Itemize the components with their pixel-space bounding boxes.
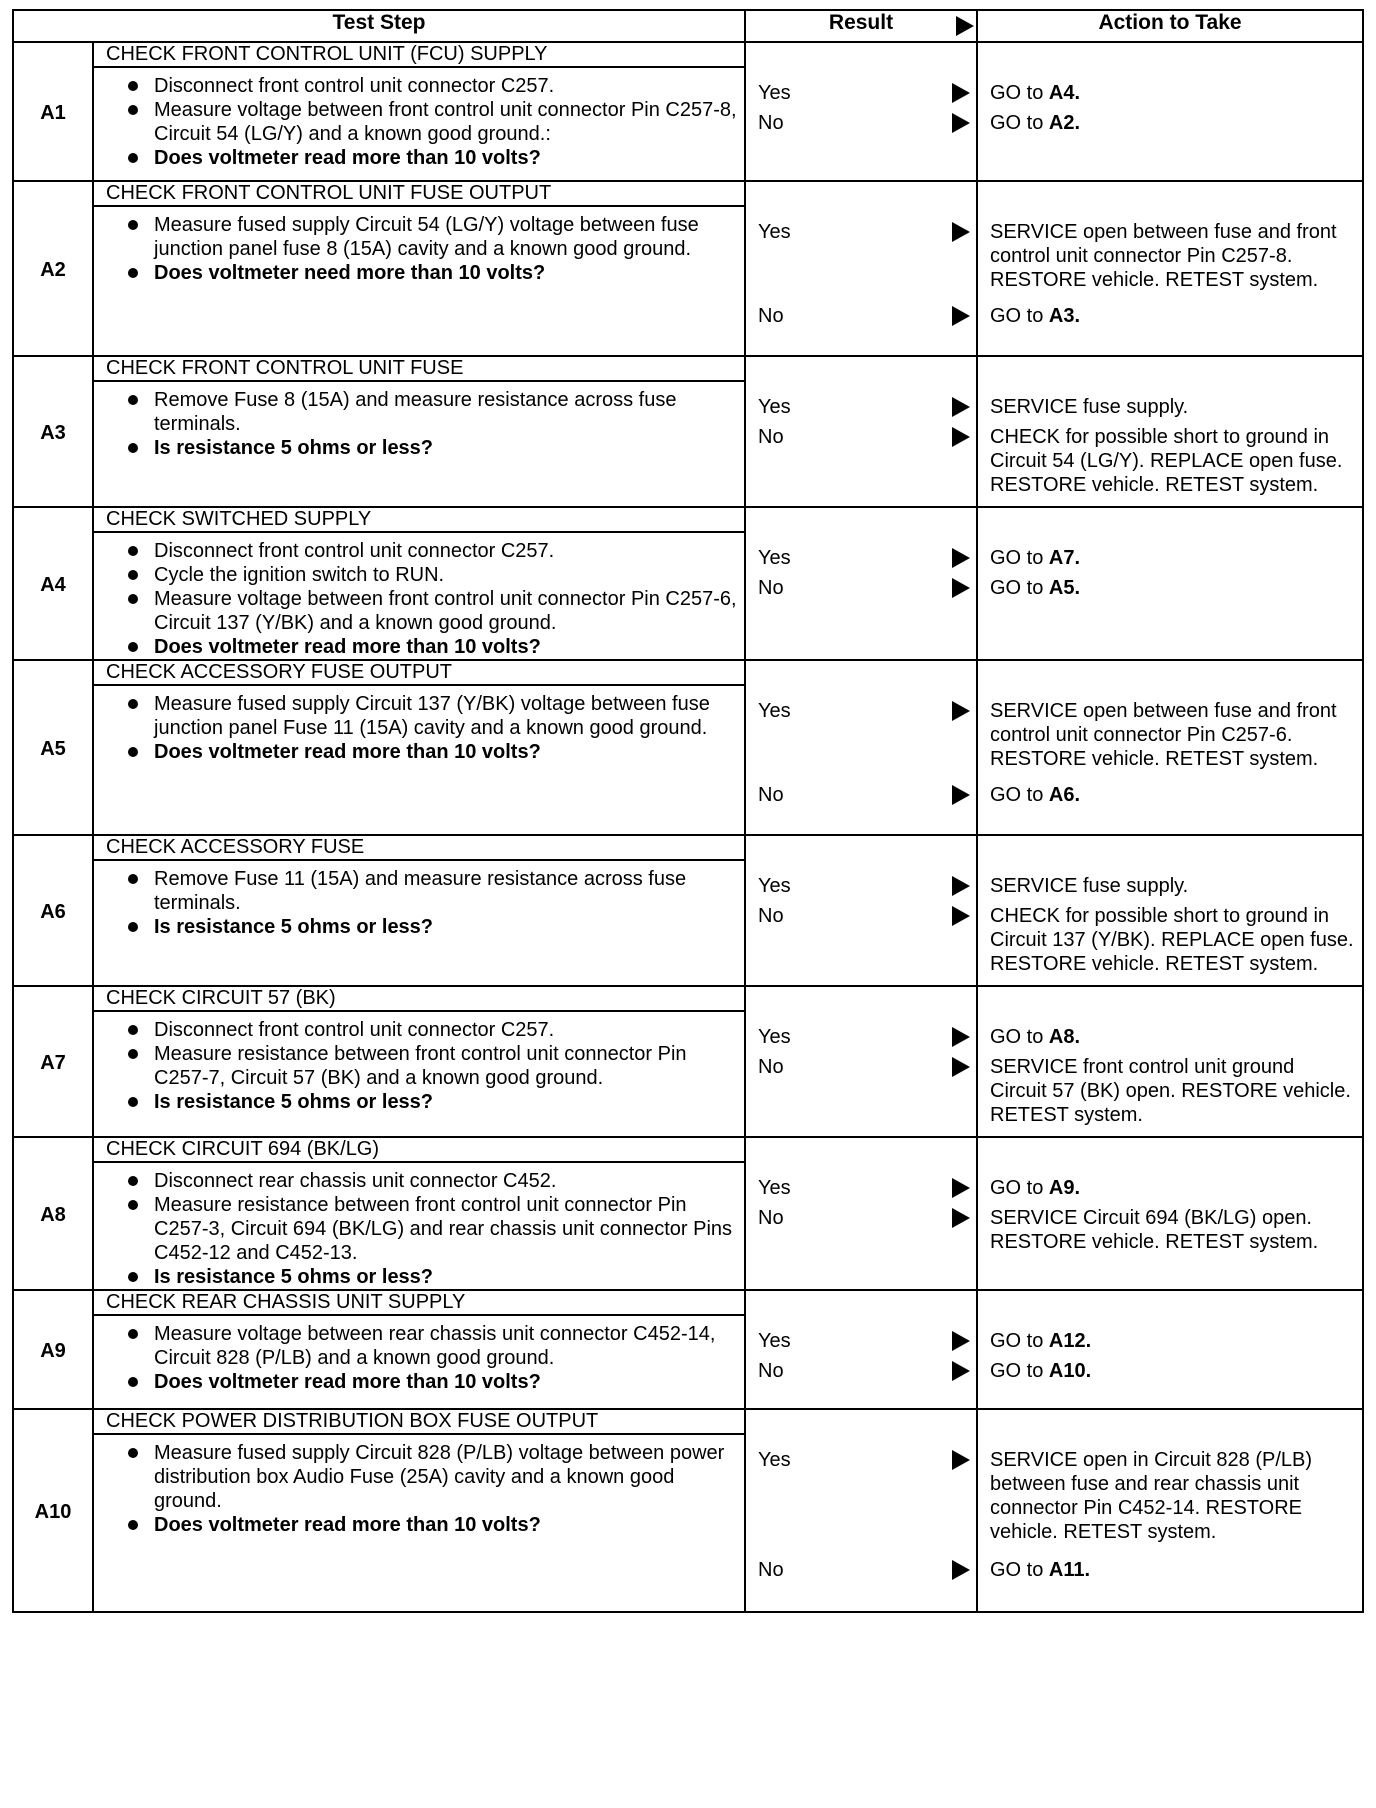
action-text (990, 425, 1354, 497)
action-text (990, 783, 1354, 807)
action-text-part: GO to (990, 1360, 1049, 1382)
result-cell (745, 1137, 977, 1290)
step-procedure (93, 1011, 745, 1137)
action-text (990, 1176, 1354, 1200)
arrow-right-icon (952, 1027, 970, 1047)
step-title-row (13, 42, 1363, 67)
action-cell (977, 660, 1363, 835)
result-no (758, 1055, 972, 1079)
arrow-right-icon (952, 1057, 970, 1077)
result-yes (758, 220, 972, 244)
arrow-right-icon (952, 306, 970, 326)
action-text (990, 395, 1354, 419)
action-header: Action to Take (977, 10, 1363, 42)
procedure-question: Is resistance 5 ohms or less? (124, 1090, 744, 1114)
action-text-part: SERVICE open between fuse and front control unit connector Pin C257-8. RESTORE vehicle. RETEST system. (990, 221, 1337, 291)
action-text-part: CHECK for possible short to ground in Circuit 137 (Y/BK). REPLACE open fuse. RESTORE vehicle. RETEST system. (990, 905, 1354, 975)
procedure-list (94, 388, 744, 460)
procedure-list (94, 213, 744, 285)
action-text-part: SERVICE front control unit ground Circuit 57 (BK) open. RESTORE vehicle. RETEST system. (990, 1056, 1351, 1126)
procedure-item: Remove Fuse 11 (15A) and measure resistance across fuse terminals. (124, 867, 744, 915)
result-yes (758, 395, 972, 419)
pinpoint-test-table (12, 9, 1364, 1613)
arrow-right-icon (952, 1560, 970, 1580)
procedure-item: Measure voltage between front control unit connector Pin C257-6, Circuit 137 (Y/BK) and a known good ground. (124, 587, 744, 635)
procedure-item: Measure resistance between front control unit connector Pin C257-7, Circuit 57 (BK) and a known good ground. (124, 1042, 744, 1090)
result-label: No (758, 1056, 784, 1078)
procedure-item: Measure fused supply Circuit 137 (Y/BK) voltage between fuse junction panel Fuse 11 (15A) cavity and a known good ground. (124, 692, 744, 740)
action-text-part: GO to (990, 1330, 1049, 1352)
step-id: A1 (13, 42, 93, 181)
action-text-part: SERVICE fuse supply. (990, 396, 1189, 418)
result-label: Yes (758, 547, 791, 569)
step-procedure (93, 1315, 745, 1409)
action-step-ref: A7. (1048, 547, 1081, 569)
action-text-part: CHECK for possible short to ground in Circuit 54 (LG/Y). REPLACE open fuse. RESTORE vehicle. RETEST system. (990, 426, 1343, 496)
result-no (758, 1359, 972, 1383)
step-procedure (93, 1162, 745, 1290)
procedure-question: Does voltmeter need more than 10 volts? (124, 261, 744, 285)
result-yes (758, 699, 972, 723)
result-no (758, 783, 972, 807)
result-yes (758, 546, 972, 570)
arrow-right-icon (956, 16, 974, 36)
action-text-part: GO to (990, 82, 1049, 104)
step-id: A6 (13, 835, 93, 986)
result-cell (745, 507, 977, 660)
procedure-item: Disconnect front control unit connector C257. (124, 74, 744, 98)
step-title: CHECK CIRCUIT 57 (BK) (93, 986, 745, 1011)
result-no (758, 304, 972, 328)
action-text-part: GO to (990, 547, 1049, 569)
result-header-label: Result (828, 11, 894, 34)
result-label: Yes (758, 1177, 791, 1199)
action-text (990, 111, 1354, 135)
step-id: A2 (13, 181, 93, 356)
action-text-part: SERVICE open between fuse and front control unit connector Pin C257-6. RESTORE vehicle. RETEST system. (990, 700, 1337, 770)
arrow-right-icon (952, 1178, 970, 1198)
action-text (990, 81, 1354, 105)
result-label: Yes (758, 1026, 791, 1048)
step-id: A8 (13, 1137, 93, 1290)
action-cell (977, 181, 1363, 356)
action-cell (977, 1137, 1363, 1290)
action-text-part: GO to (990, 577, 1049, 599)
step-title: CHECK FRONT CONTROL UNIT FUSE (93, 356, 745, 381)
result-label: No (758, 1360, 784, 1382)
action-text (990, 699, 1354, 771)
result-cell (745, 181, 977, 356)
result-no (758, 1206, 972, 1230)
result-label: Yes (758, 700, 791, 722)
action-cell (977, 1409, 1363, 1612)
step-procedure (93, 381, 745, 507)
step-procedure (93, 67, 745, 181)
step-id: A7 (13, 986, 93, 1137)
step-title-row (13, 1137, 1363, 1162)
step-title: CHECK CIRCUIT 694 (BK/LG) (93, 1137, 745, 1162)
action-text (990, 1329, 1354, 1353)
arrow-right-icon (952, 427, 970, 447)
procedure-item: Remove Fuse 8 (15A) and measure resistance across fuse terminals. (124, 388, 744, 436)
procedure-question: Does voltmeter read more than 10 volts? (124, 1370, 744, 1394)
action-cell (977, 1290, 1363, 1409)
action-text (990, 1359, 1354, 1383)
procedure-list (94, 692, 744, 764)
arrow-right-icon (952, 83, 970, 103)
result-label: No (758, 784, 784, 806)
result-cell (745, 660, 977, 835)
step-title: CHECK ACCESSORY FUSE OUTPUT (93, 660, 745, 685)
action-step-ref: A9. (1048, 1177, 1081, 1199)
procedure-item: Measure voltage between rear chassis unit connector C452-14, Circuit 828 (P/LB) and a known good ground. (124, 1322, 744, 1370)
procedure-item: Measure voltage between front control unit connector Pin C257-8, Circuit 54 (LG/Y) and a known good ground.: (124, 98, 744, 146)
action-text-part: GO to (990, 112, 1049, 134)
procedure-question: Does voltmeter read more than 10 volts? (124, 740, 744, 764)
result-no (758, 576, 972, 600)
result-cell (745, 1409, 977, 1612)
result-label: No (758, 1207, 784, 1229)
step-title-row (13, 986, 1363, 1011)
result-cell (745, 835, 977, 986)
action-text-part: GO to (990, 784, 1049, 806)
test-step-header: Test Step (13, 10, 745, 42)
result-no (758, 1558, 972, 1582)
result-label: Yes (758, 1449, 791, 1471)
step-title: CHECK POWER DISTRIBUTION BOX FUSE OUTPUT (93, 1409, 745, 1434)
result-label: No (758, 905, 784, 927)
result-label: No (758, 112, 784, 134)
arrow-right-icon (952, 548, 970, 568)
result-yes (758, 1329, 972, 1353)
result-yes (758, 1176, 972, 1200)
procedure-item: Disconnect rear chassis unit connector C452. (124, 1169, 744, 1193)
step-title: CHECK FRONT CONTROL UNIT FUSE OUTPUT (93, 181, 745, 206)
result-label: Yes (758, 1330, 791, 1352)
action-text-part: SERVICE fuse supply. (990, 875, 1189, 897)
arrow-right-icon (952, 785, 970, 805)
step-title-row (13, 356, 1363, 381)
procedure-question: Does voltmeter read more than 10 volts? (124, 635, 744, 659)
procedure-question: Is resistance 5 ohms or less? (124, 915, 744, 939)
procedure-item: Measure fused supply Circuit 54 (LG/Y) voltage between fuse junction panel fuse 8 (15A) cavity and a known good ground. (124, 213, 744, 261)
arrow-right-icon (952, 1208, 970, 1228)
action-cell (977, 986, 1363, 1137)
table-header-row (13, 10, 1363, 42)
procedure-list (94, 867, 744, 939)
procedure-list (94, 539, 744, 659)
result-no (758, 425, 972, 449)
action-step-ref: A4. (1048, 82, 1081, 104)
procedure-list (94, 74, 744, 170)
result-label: No (758, 426, 784, 448)
procedure-question: Is resistance 5 ohms or less? (124, 1265, 744, 1289)
procedure-list (94, 1018, 744, 1114)
result-label: Yes (758, 221, 791, 243)
procedure-question: Is resistance 5 ohms or less? (124, 436, 744, 460)
action-text (990, 1558, 1354, 1582)
action-text-part: GO to (990, 1559, 1049, 1581)
action-text (990, 874, 1354, 898)
arrow-right-icon (952, 113, 970, 133)
procedure-item: Disconnect front control unit connector C257. (124, 1018, 744, 1042)
action-text-part: SERVICE Circuit 694 (BK/LG) open. RESTORE vehicle. RETEST system. (990, 1207, 1319, 1253)
action-cell (977, 356, 1363, 507)
procedure-list (94, 1441, 744, 1537)
step-title-row (13, 660, 1363, 685)
action-step-ref: A3. (1048, 305, 1081, 327)
result-cell (745, 42, 977, 181)
arrow-right-icon (952, 1361, 970, 1381)
step-procedure (93, 1434, 745, 1612)
result-header (745, 10, 977, 42)
arrow-right-icon (952, 1450, 970, 1470)
action-step-ref: A11. (1048, 1559, 1091, 1581)
result-no (758, 111, 972, 135)
action-text (990, 546, 1354, 570)
result-label: Yes (758, 396, 791, 418)
step-title-row (13, 507, 1363, 532)
result-label: No (758, 305, 784, 327)
action-text (990, 1448, 1354, 1544)
action-text (990, 1025, 1354, 1049)
action-cell (977, 42, 1363, 181)
action-text (990, 304, 1354, 328)
action-step-ref: A5. (1048, 577, 1081, 599)
step-title-row (13, 835, 1363, 860)
procedure-item: Disconnect front control unit connector C257. (124, 539, 744, 563)
arrow-right-icon (952, 222, 970, 242)
procedure-list (94, 1322, 744, 1394)
result-cell (745, 1290, 977, 1409)
action-step-ref: A12. (1048, 1330, 1092, 1352)
result-yes (758, 1448, 972, 1472)
action-text (990, 220, 1354, 292)
action-text (990, 1055, 1354, 1127)
step-id: A9 (13, 1290, 93, 1409)
procedure-list (94, 1169, 744, 1289)
action-text (990, 576, 1354, 600)
action-text-part: SERVICE open in Circuit 828 (P/LB) between fuse and rear chassis unit connector Pin C452-14. RESTORE vehicle. RETEST system. (990, 1449, 1313, 1543)
action-cell (977, 835, 1363, 986)
step-title: CHECK FRONT CONTROL UNIT (FCU) SUPPLY (93, 42, 745, 67)
action-cell (977, 507, 1363, 660)
step-procedure (93, 206, 745, 356)
action-text-part: GO to (990, 305, 1049, 327)
result-label: No (758, 1559, 784, 1581)
result-cell (745, 986, 977, 1137)
result-yes (758, 874, 972, 898)
result-yes (758, 1025, 972, 1049)
action-text (990, 904, 1354, 976)
step-id: A10 (13, 1409, 93, 1612)
action-text (990, 1206, 1354, 1254)
step-title-row (13, 1409, 1363, 1434)
result-cell (745, 356, 977, 507)
action-step-ref: A8. (1048, 1026, 1081, 1048)
arrow-right-icon (952, 876, 970, 896)
step-title: CHECK REAR CHASSIS UNIT SUPPLY (93, 1290, 745, 1315)
step-title-row (13, 181, 1363, 206)
procedure-question: Does voltmeter read more than 10 volts? (124, 1513, 744, 1537)
result-label: No (758, 577, 784, 599)
arrow-right-icon (952, 701, 970, 721)
action-step-ref: A6. (1048, 784, 1081, 806)
step-id: A3 (13, 356, 93, 507)
result-no (758, 904, 972, 928)
step-procedure (93, 532, 745, 660)
step-id: A4 (13, 507, 93, 660)
action-step-ref: A10. (1048, 1360, 1092, 1382)
step-id: A5 (13, 660, 93, 835)
arrow-right-icon (952, 578, 970, 598)
procedure-question: Does voltmeter read more than 10 volts? (124, 146, 744, 170)
procedure-item: Cycle the ignition switch to RUN. (124, 563, 744, 587)
step-procedure (93, 860, 745, 986)
result-label: Yes (758, 82, 791, 104)
action-step-ref: A2. (1048, 112, 1081, 134)
step-procedure (93, 685, 745, 835)
arrow-right-icon (952, 906, 970, 926)
procedure-item: Measure fused supply Circuit 828 (P/LB) voltage between power distribution box Audio Fuse (25A) cavity and a known good ground. (124, 1441, 744, 1513)
step-title-row (13, 1290, 1363, 1315)
result-label: Yes (758, 875, 791, 897)
procedure-item: Measure resistance between front control unit connector Pin C257-3, Circuit 694 (BK/LG) and rear chassis unit connector Pins C452-12 and C452-13. (124, 1193, 744, 1265)
action-text-part: GO to (990, 1177, 1049, 1199)
result-yes (758, 81, 972, 105)
step-title: CHECK SWITCHED SUPPLY (93, 507, 745, 532)
arrow-right-icon (952, 397, 970, 417)
action-text-part: GO to (990, 1026, 1049, 1048)
step-title: CHECK ACCESSORY FUSE (93, 835, 745, 860)
arrow-right-icon (952, 1331, 970, 1351)
